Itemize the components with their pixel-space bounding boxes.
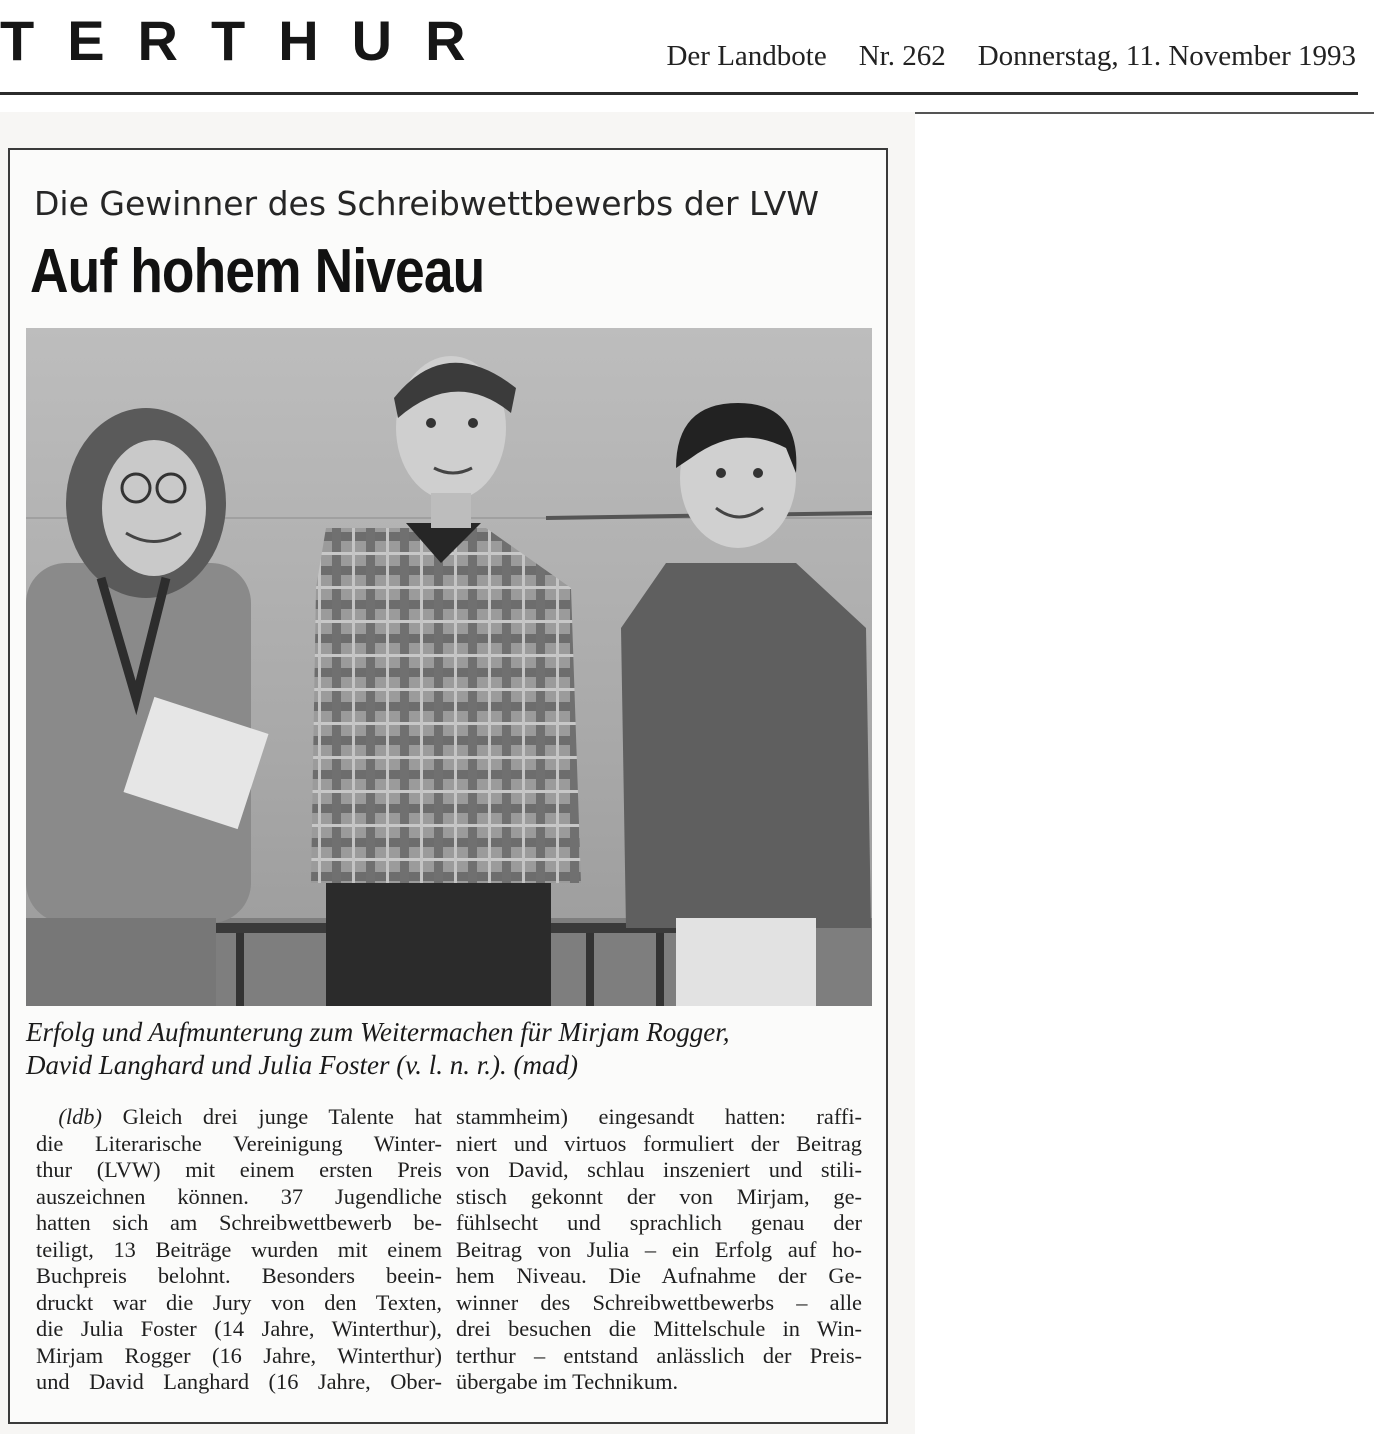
source-tag: (ldb) bbox=[58, 1104, 102, 1129]
body-line: stammheim) eingesandt hatten: raffi- bbox=[456, 1104, 862, 1129]
body-line: thur (LVW) mit einem ersten Preis bbox=[36, 1157, 442, 1182]
body-line: teiligt, 13 Beiträge wurden mit einem bbox=[36, 1236, 442, 1262]
body-line: und David Langhard (16 Jahre, Ober- bbox=[36, 1369, 442, 1394]
article-column-left bbox=[36, 1104, 442, 1396]
article-headline: Auf hohem Niveau bbox=[30, 237, 485, 306]
article-kicker: Die Gewinner des Schreibwettbewerbs der LVW bbox=[34, 184, 819, 223]
article-box bbox=[8, 148, 888, 1424]
body-line bbox=[36, 1104, 442, 1131]
body-line: druckt war die Jury von den Texten, bbox=[36, 1289, 442, 1315]
photo-illustration bbox=[26, 328, 872, 1006]
body-line: fühlsecht und sprachlich genau der bbox=[456, 1210, 862, 1235]
masthead-city: TERTHUR bbox=[0, 9, 499, 72]
page-rule bbox=[915, 112, 1374, 114]
body-line: die Literarische Vereinigung Winter- bbox=[36, 1130, 442, 1156]
body-line: auszeichnen können. 37 Jugendliche bbox=[36, 1183, 442, 1209]
body-line: terthur – entstand anlässlich der Preis- bbox=[456, 1342, 862, 1368]
issue-date: Donnerstag, 11. November 1993 bbox=[977, 40, 1356, 72]
body-line: stisch gekonnt der von Mirjam, ge- bbox=[456, 1183, 862, 1209]
body-line: drei besuchen die Mittelschule in Win- bbox=[456, 1316, 862, 1341]
article-photo bbox=[26, 328, 872, 1006]
article-column-right bbox=[456, 1104, 862, 1396]
body-line: niert und virtuos formuliert der Beitrag bbox=[456, 1130, 862, 1156]
caption-line: Erfolg und Aufmunterung zum Weitermachen für Mirjam Rogger, bbox=[26, 1017, 730, 1047]
body-line: Buchpreis belohnt. Besonders beein- bbox=[36, 1263, 442, 1288]
body-line-text: Gleich drei junge Talente hat bbox=[101, 1104, 442, 1129]
body-line: Beitrag von Julia – ein Erfolg auf ho- bbox=[456, 1236, 862, 1262]
caption-line: David Langhard und Julia Foster (v. l. n. r.). (mad) bbox=[26, 1050, 578, 1080]
body-line: von David, schlau inszeniert und stili- bbox=[456, 1157, 862, 1182]
body-line: übergabe im Technikum. bbox=[456, 1369, 679, 1394]
body-line: winner des Schreibwettbewerbs – alle bbox=[456, 1289, 862, 1315]
issue-number: Nr. 262 bbox=[858, 40, 946, 72]
body-line: hatten sich am Schreibwettbewerb be- bbox=[36, 1210, 442, 1235]
newspaper-clipping bbox=[0, 112, 915, 1434]
body-line: hem Niveau. Die Aufnahme der Ge- bbox=[456, 1263, 862, 1288]
body-line: Mirjam Rogger (16 Jahre, Winterthur) bbox=[36, 1342, 442, 1368]
masthead-rule bbox=[0, 92, 1358, 95]
newspaper-name: Der Landbote bbox=[666, 40, 827, 72]
masthead-info bbox=[666, 40, 1356, 73]
photo-caption bbox=[26, 1016, 876, 1082]
body-line: die Julia Foster (14 Jahre, Winterthur), bbox=[36, 1316, 442, 1341]
